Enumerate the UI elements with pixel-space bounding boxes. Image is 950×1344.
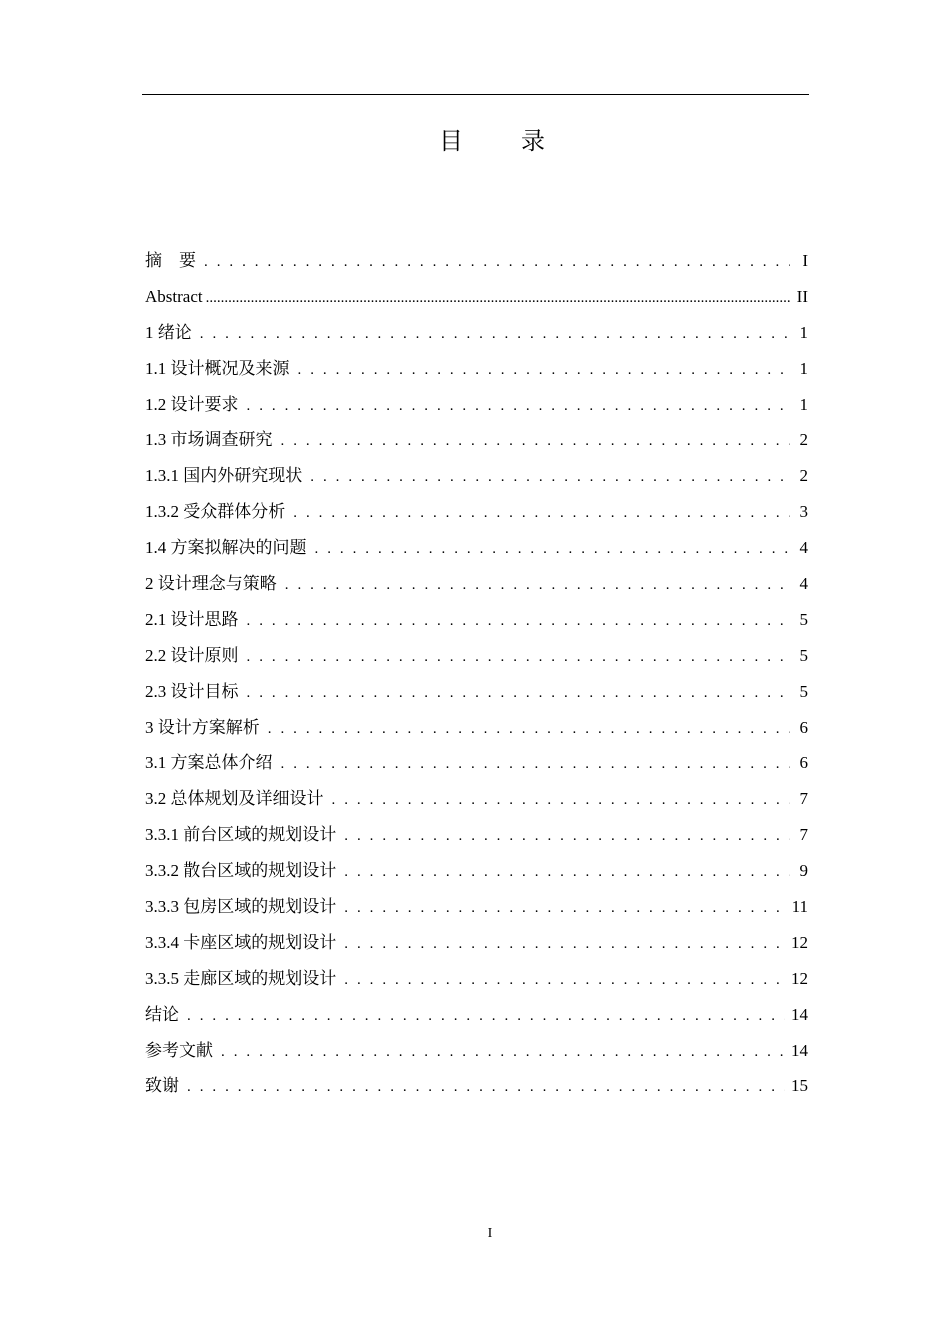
toc-entry-page: I: [802, 251, 808, 270]
toc-entry-abstract-cn[interactable]: [145, 243, 808, 279]
toc-entry-page: 12: [791, 932, 808, 952]
toc-dot-leader: [344, 855, 790, 891]
toc-entry[interactable]: [145, 351, 808, 387]
toc-entry-page: 2: [799, 466, 808, 486]
toc-entry[interactable]: [145, 889, 808, 925]
toc-entry-page: 12: [791, 968, 808, 988]
toc-entry-page: 7: [799, 789, 808, 809]
toc-entry[interactable]: [145, 1068, 808, 1104]
toc-entry-label: 3.3.2 散台区域的规划设计: [145, 861, 337, 881]
toc-dot-leader: [310, 460, 790, 496]
toc-entry-page: 1: [799, 394, 808, 414]
toc-entry-page: 1: [799, 358, 808, 378]
toc-entry-label: 1.1 设计概况及来源: [145, 358, 290, 378]
toc-dot-leader: [281, 424, 791, 460]
toc-entry-page: 6: [799, 717, 808, 737]
toc-entry-label: 3.3.3 包房区域的规划设计: [145, 897, 337, 917]
toc-entry-label: 摘 要: [145, 251, 196, 270]
toc-entry-page: 9: [799, 861, 808, 881]
toc-dot-leader: [298, 353, 791, 389]
toc-entry-label: 2 设计理念与策略: [145, 574, 277, 594]
toc-entry-page: 15: [791, 1076, 808, 1096]
toc-entry-label: 3.3.4 卡座区域的规划设计: [145, 932, 337, 952]
toc-entry-label: 1.3.1 国内外研究现状: [145, 466, 303, 486]
toc-dot-leader: [344, 891, 785, 927]
toc-dot-leader: [206, 281, 791, 317]
toc-entry-page: 4: [799, 538, 808, 558]
toc-entry-label: 3.2 总体规划及详细设计: [145, 789, 324, 809]
toc-entry-label: 3.1 方案总体介绍: [145, 753, 273, 773]
toc-entry-label: Abstract: [145, 286, 203, 306]
toc-entry-page: 14: [791, 1004, 808, 1024]
toc-dot-leader: [247, 676, 791, 712]
toc-dot-leader: [187, 1070, 785, 1106]
toc-entry[interactable]: [145, 961, 808, 997]
toc-dot-leader: [187, 999, 785, 1035]
toc-entry[interactable]: [145, 710, 808, 746]
toc-entry-label: 2.1 设计思路: [145, 609, 239, 629]
toc-entry-page: 5: [799, 681, 808, 701]
toc-entry-label: 2.2 设计原则: [145, 645, 239, 665]
toc-entry[interactable]: [145, 745, 808, 781]
toc-entry-page: 3: [799, 502, 808, 522]
toc-entry-label: 1.3.2 受众群体分析: [145, 502, 286, 522]
toc-entry[interactable]: [145, 674, 808, 710]
toc-entry[interactable]: [145, 997, 808, 1033]
toc-entry-page: 5: [799, 609, 808, 629]
toc-entry-label: 3.3.1 前台区域的规划设计: [145, 825, 337, 845]
toc-entry-label: 参考文献: [145, 1040, 213, 1060]
toc-entry-label: 致谢: [145, 1076, 179, 1096]
toc-entry-label: 1.2 设计要求: [145, 394, 239, 414]
toc-entry-page: 5: [799, 645, 808, 665]
page-number: I: [487, 1226, 493, 1241]
header-rule: [142, 94, 809, 95]
toc-entry-page: 14: [791, 1040, 808, 1060]
toc-entry-page: 4: [799, 574, 808, 594]
toc-dot-leader: [247, 640, 791, 676]
toc-entry-page: 6: [799, 753, 808, 773]
toc-entry[interactable]: [145, 494, 808, 530]
toc-entry[interactable]: [145, 422, 808, 458]
toc-dot-leader: [221, 1035, 785, 1071]
toc-entry[interactable]: [145, 602, 808, 638]
toc-dot-leader: [344, 927, 785, 963]
toc-entry[interactable]: [145, 853, 808, 889]
toc-entry-label: 1 绪论: [145, 322, 192, 342]
toc-entry[interactable]: [145, 566, 808, 602]
toc-entry-page: II: [796, 286, 808, 306]
toc-dot-leader: [200, 317, 790, 353]
page-title: 目 录: [439, 129, 571, 155]
toc-entry[interactable]: [145, 638, 808, 674]
toc-entry[interactable]: [145, 817, 808, 853]
toc-entry-label: 3 设计方案解析: [145, 717, 260, 737]
toc-dot-leader: [204, 245, 790, 281]
toc-dot-leader: [293, 496, 790, 532]
toc-dot-leader: [315, 532, 791, 568]
toc-entry[interactable]: [145, 781, 808, 817]
toc-dot-leader: [281, 747, 791, 783]
toc-entry-label: 1.3 市场调查研究: [145, 430, 273, 450]
toc-entry[interactable]: [145, 458, 808, 494]
toc-dot-leader: [344, 819, 790, 855]
toc-entry-label: 1.4 方案拟解决的问题: [145, 538, 307, 558]
toc-entry-label: 结论: [145, 1004, 179, 1024]
toc-entry[interactable]: [145, 925, 808, 961]
toc-entry-abstract-en[interactable]: [145, 279, 808, 315]
toc-entry-label: 2.3 设计目标: [145, 681, 239, 701]
table-of-contents: [145, 243, 808, 1104]
toc-dot-leader: [247, 604, 791, 640]
toc-dot-leader: [332, 783, 791, 819]
toc-entry[interactable]: [145, 387, 808, 423]
toc-entry-page: 11: [791, 897, 808, 917]
toc-entry[interactable]: [145, 1033, 808, 1069]
toc-entry-page: 7: [799, 825, 808, 845]
toc-entry-page: 1: [799, 322, 808, 342]
toc-entry[interactable]: [145, 315, 808, 351]
toc-dot-leader: [344, 963, 785, 999]
toc-entry-label: 3.3.5 走廊区域的规划设计: [145, 968, 337, 988]
toc-entry-page: 2: [799, 430, 808, 450]
toc-entry[interactable]: [145, 530, 808, 566]
toc-dot-leader: [247, 389, 791, 425]
toc-dot-leader: [268, 712, 790, 748]
toc-dot-leader: [285, 568, 790, 604]
